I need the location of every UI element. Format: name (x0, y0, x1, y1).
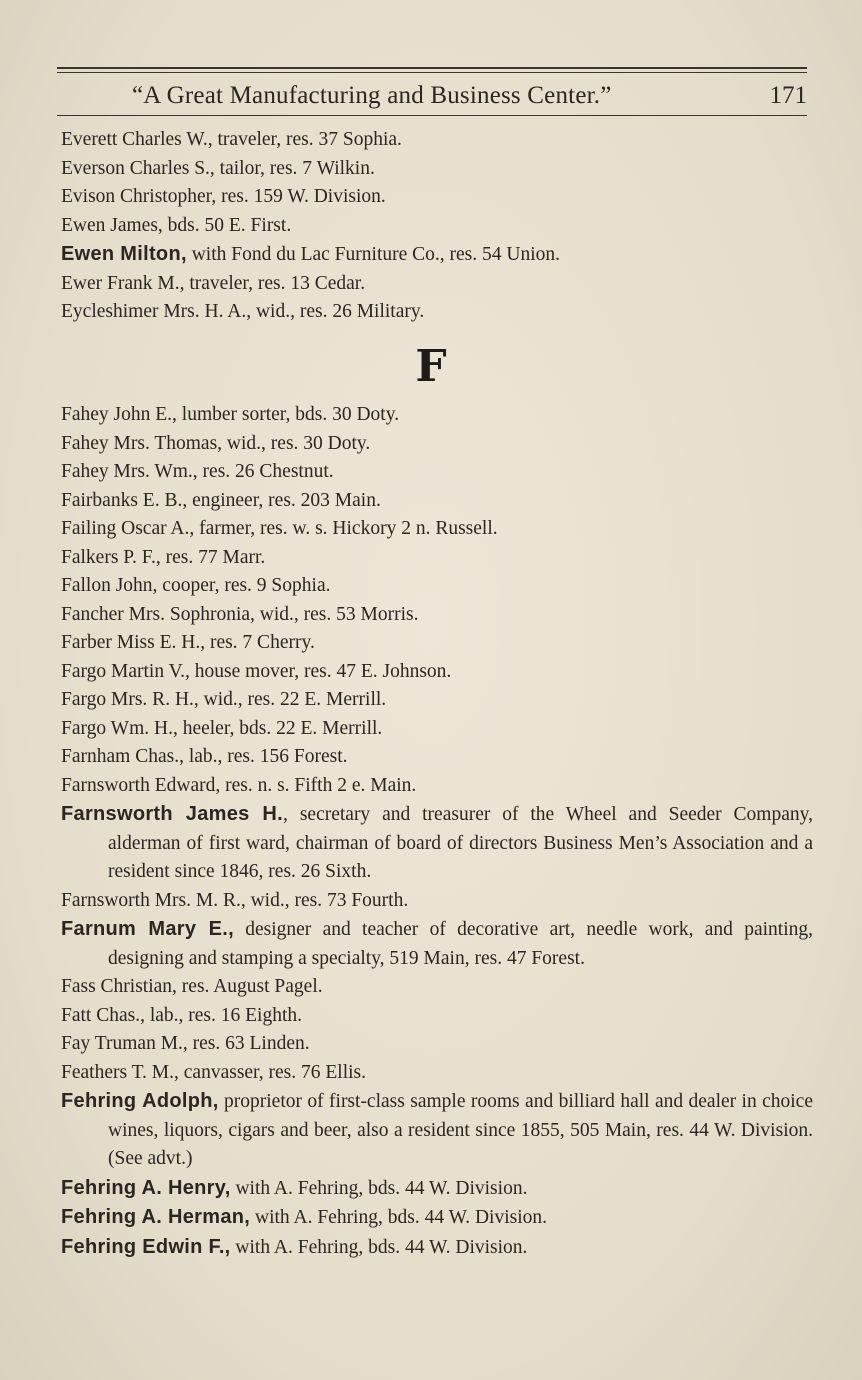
entry-text: Falkers P. F., res. 77 Marr. (61, 546, 266, 568)
entry-text: Everett Charles W., traveler, res. 37 Sophia. (61, 129, 402, 150)
entry-text: Farnsworth Edward, res. n. s. Fifth 2 e. Main. (61, 774, 417, 796)
entry-text: Farnsworth Mrs. M. R., wid., res. 73 Fourth. (61, 889, 409, 911)
header-rule-top-thin (57, 72, 807, 73)
entry-text: Feathers T. M., canvasser, res. 76 Ellis. (61, 1061, 367, 1083)
header-rule-top (57, 67, 807, 69)
entry-text: Fatt Chas., lab., res. 16 Eighth. (61, 1004, 303, 1026)
directory-entry (61, 1087, 813, 1174)
entry-text: Fargo Mrs. R. H., wid., res. 22 E. Merrill. (61, 689, 387, 710)
directory-entry (61, 1203, 813, 1233)
directory-entry (61, 1002, 813, 1031)
header-rule-bottom (57, 115, 807, 116)
entry-text: Failing Oscar A., farmer, res. w. s. Hickory 2 n. Russell. (61, 518, 498, 539)
entry-text: Fairbanks E. B., engineer, res. 203 Main. (61, 489, 381, 511)
directory-entry (61, 270, 813, 299)
entry-text: with A. Fehring, bds. 44 W. Division. (250, 1207, 548, 1228)
entry-text: Fass Christian, res. August Pagel. (61, 976, 323, 997)
entry-text: Eycleshimer Mrs. H. A., wid., res. 26 Military. (61, 301, 425, 322)
directory-entry (61, 887, 813, 916)
directory-entry (61, 458, 813, 487)
entry-text: proprietor of first-class sample rooms and billiard hall and dealer in choice wines, liquors, cigars and beer, also a resident since 1855, 505 Main, res. 44 W. Division. (See advt.) (108, 1091, 813, 1169)
entry-text: Farber Miss E. H., res. 7 Cherry. (61, 632, 315, 653)
directory-entry (61, 658, 813, 687)
directory-entry (61, 800, 813, 887)
entry-text: with A. Fehring, bds. 44 W. Division. (230, 1177, 528, 1199)
directory-entry (61, 715, 813, 744)
directory-entry (61, 1233, 813, 1263)
entry-text: Ewer Frank M., traveler, res. 13 Cedar. (61, 272, 366, 294)
entry-name-bold: Farnum Mary E., (61, 918, 234, 940)
entries-list-f (61, 401, 813, 1262)
entry-text: Fahey John E., lumber sorter, bds. 30 Doty. (61, 404, 400, 425)
entry-text: Fargo Wm. H., heeler, bds. 22 E. Merrill. (61, 717, 383, 739)
entry-name-bold: Farnsworth James H. (61, 803, 284, 825)
entry-text: Ewen James, bds. 50 E. First. (61, 214, 292, 236)
directory-entry (61, 572, 813, 601)
entry-text: Fargo Martin V., house mover, res. 47 E. Johnson. (61, 660, 452, 682)
directory-entry (61, 544, 813, 573)
entry-text: Everson Charles S., tailor, res. 7 Wilkin. (61, 157, 375, 179)
entry-text: with Fond du Lac Furniture Co., res. 54 Union. (186, 244, 561, 265)
directory-entry (61, 686, 813, 715)
entry-name-bold: Fehring A. Henry, (61, 1176, 231, 1199)
entry-text: Fallon John, cooper, res. 9 Sophia. (61, 575, 331, 596)
directory-entry (61, 973, 813, 1002)
entry-name-bold: Fehring Edwin F., (61, 1235, 231, 1258)
directory-entry (61, 155, 813, 184)
directory-entry (61, 601, 813, 630)
page-number: 171 (769, 82, 807, 109)
directory-entry (61, 240, 813, 270)
directory-entry (61, 401, 813, 430)
directory-entry (61, 1059, 813, 1088)
entry-name-bold: Ewen Milton, (61, 243, 187, 265)
directory-entry (61, 515, 813, 544)
directory-entry (61, 298, 813, 327)
header-title: “A Great Manufacturing and Business Center.” (132, 82, 612, 109)
directory-entry (61, 915, 813, 973)
entry-name-bold: Fehring A. Herman, (61, 1206, 251, 1228)
directory-entry (61, 629, 813, 658)
entry-text: Fahey Mrs. Wm., res. 26 Chestnut. (61, 461, 334, 482)
directory-entry (61, 772, 813, 801)
directory-entry (61, 183, 813, 212)
section-letter: F (415, 341, 447, 392)
running-header (57, 78, 807, 114)
entry-text: , secretary and treasurer of the Wheel and Seeder Company, alderman of first ward, chairman of board of directors Business Men’s Association and a resident since 1846, res. 26 Sixth. (108, 804, 813, 882)
directory-entry (61, 743, 813, 772)
entry-text: Evison Christopher, res. 159 W. Division. (61, 186, 386, 207)
directory-entry (61, 212, 813, 241)
entry-text: Fay Truman M., res. 63 Linden. (61, 1033, 310, 1054)
entry-text: with A. Fehring, bds. 44 W. Division. (230, 1236, 528, 1258)
directory-entry (61, 487, 813, 516)
directory-entry (61, 430, 813, 459)
entry-text: Fancher Mrs. Sophronia, wid., res. 53 Morris. (61, 603, 419, 625)
directory-entry (61, 1030, 813, 1059)
entry-name-bold: Fehring Adolph, (61, 1090, 219, 1112)
entries-list-e (61, 126, 813, 327)
entry-text: designer and teacher of decorative art, needle work, and painting, designing and stamping a specialty, 519 Main, res. 47 Forest. (108, 919, 813, 969)
directory-entry (61, 126, 813, 155)
entry-text: Fahey Mrs. Thomas, wid., res. 30 Doty. (61, 432, 371, 454)
directory-entry (61, 1174, 813, 1204)
entry-text: Farnham Chas., lab., res. 156 Forest. (61, 746, 348, 767)
